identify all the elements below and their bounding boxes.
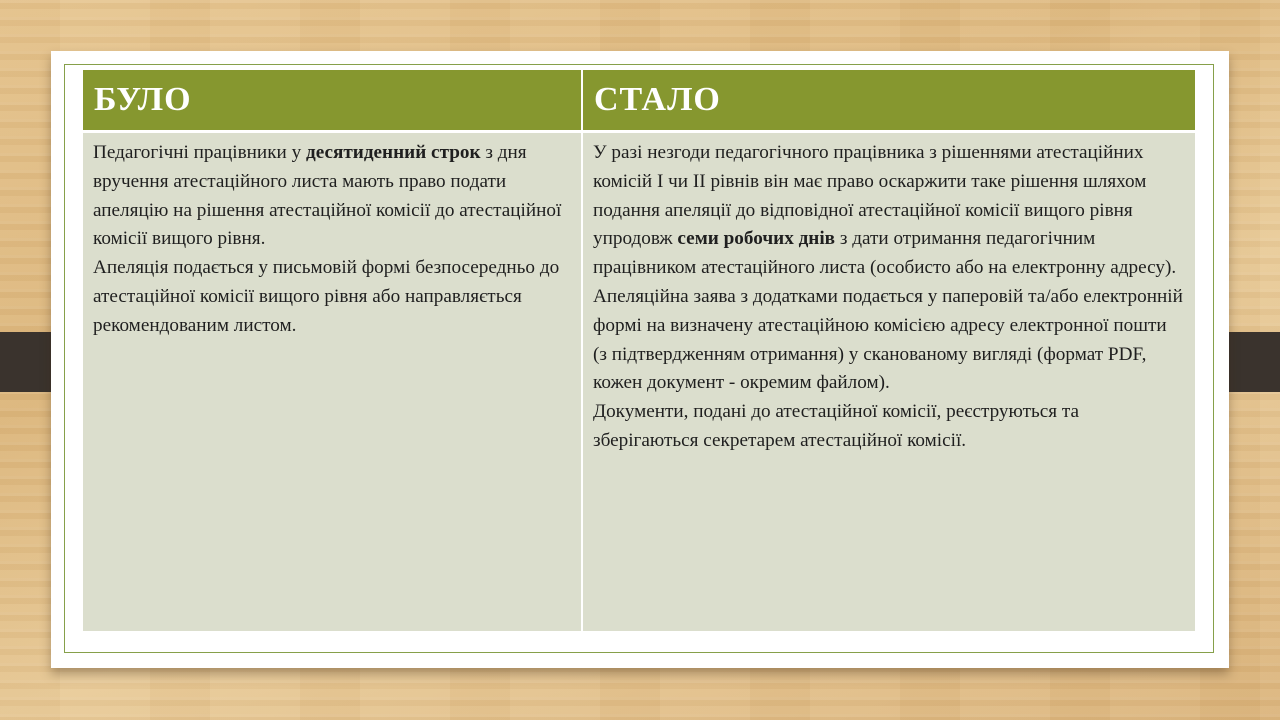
became-paragraph-3: Документи, подані до атестаційної комісії, реєструються та зберігаються секретарем атестаційної комісії.	[593, 401, 1080, 451]
became-paragraph-1	[593, 139, 1185, 283]
cell-became	[583, 133, 1195, 631]
cell-was	[83, 133, 581, 631]
was-paragraph-1	[93, 139, 573, 254]
was-text-start: Педагогічні працівники у	[93, 142, 306, 163]
became-paragraph-2: Апеляційна заява з додатками подається у паперовій та/або електронній формі на визначену атестаційною комісією адресу електронної пошти (з підтвердженням отримання) у сканованому вигляді (формат PDF, кожен документ - окремим файлом).	[593, 285, 1183, 394]
was-text-end: з дня вручення атестаційного листа мають право подати апеляцію на рішення атестаційної комісії до атестаційної комісії вищого рівня.	[93, 142, 562, 250]
header-became: СТАЛО	[583, 70, 1195, 130]
slide	[51, 51, 1229, 668]
was-term-highlight: десятиденний строк	[305, 142, 481, 163]
was-paragraph-2: Апеляція подається у письмовій формі безпосередньо до атестаційної комісії вищого рівня або направляється рекомендованим листом.	[93, 257, 560, 336]
header-was: БУЛО	[83, 70, 581, 130]
comparison-table	[83, 70, 1195, 631]
became-text-end: з дати отримання педагогічним працівником атестаційного листа (особисто або на електронну адресу).	[593, 228, 1177, 279]
became-text-start: У разі незгоди педагогічного працівника з рішеннями атестаційних комісій І чи ІІ рівнів він має право оскаржити таке рішення шляхом подання апеляції до відповідної атестаційної комісії вищого рівня упродовж	[593, 142, 1147, 250]
became-term-highlight: семи робочих днів	[677, 228, 836, 250]
